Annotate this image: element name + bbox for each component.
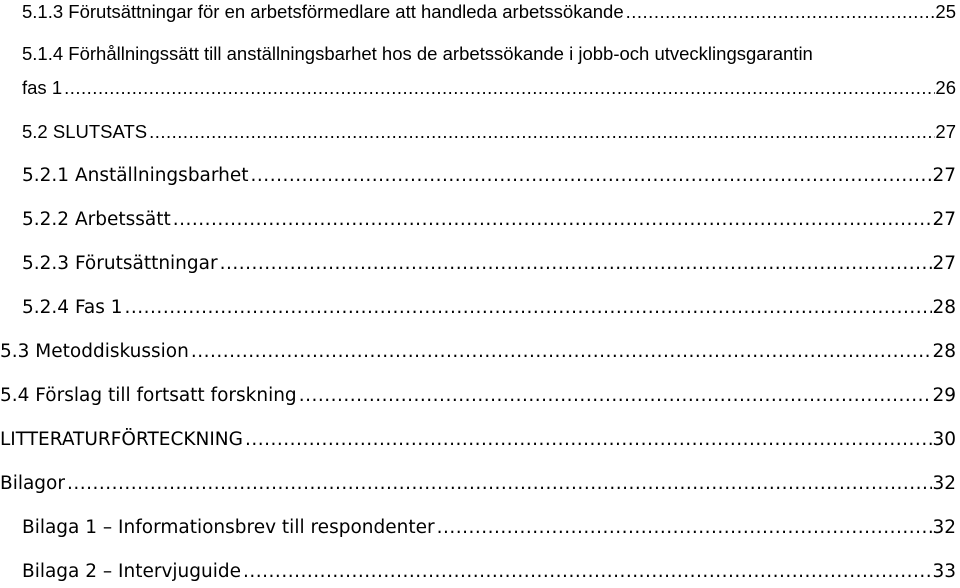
toc-title: Bilaga 1 – Informationsbrev till respondenter: [22, 517, 435, 538]
toc-page-number: 27: [932, 209, 956, 230]
toc-page-number: 32: [932, 473, 956, 494]
toc-title: 5.3 Metoddiskussion: [0, 341, 189, 362]
toc-page-number: 28: [932, 297, 956, 318]
toc-title: 5.2.4 Fas 1: [22, 297, 123, 318]
toc-page-number: 32: [932, 517, 956, 538]
toc-page-number: 27: [932, 165, 956, 186]
toc-leader: [62, 74, 935, 102]
toc-row-bilaga-2[interactable]: [0, 558, 960, 586]
toc-title-line1: 5.1.4 Förhållningssätt till anställningsbarhet hos de arbetssökande i jobb-och utvecklingsgarantin: [22, 43, 813, 64]
toc-row-5-2-2[interactable]: [0, 206, 960, 234]
toc-title: Bilagor: [0, 473, 65, 494]
toc-row-5-2-1[interactable]: [0, 162, 960, 190]
toc-title: 5.2.1 Anställningsbarhet: [22, 165, 249, 186]
toc-title: 5.4 Förslag till fortsatt forskning: [0, 385, 297, 406]
toc-row-5-1-4-line1[interactable]: [0, 40, 960, 68]
toc-leader: [171, 206, 933, 234]
toc-title: 5.2.2 Arbetssätt: [22, 209, 171, 230]
toc-row-5-1-3[interactable]: [0, 0, 960, 26]
toc-leader: [297, 382, 933, 410]
toc-page-number: 28: [932, 341, 956, 362]
toc-page-number: 33: [932, 561, 956, 582]
toc-title: 5.2 SLUTSATS: [22, 121, 148, 142]
toc-leader: [249, 162, 933, 190]
toc-leader: [189, 338, 933, 366]
toc-page-number: 27: [935, 121, 956, 142]
toc-title: Bilaga 2 – Intervjuguide: [22, 561, 242, 582]
toc-leader: [241, 558, 932, 586]
toc-leader: [65, 470, 932, 498]
toc-row-5-3[interactable]: [0, 338, 960, 366]
toc-page-number: 30: [932, 429, 956, 450]
toc-row-bilaga-1[interactable]: [0, 514, 960, 542]
toc-row-bilagor[interactable]: [0, 470, 960, 498]
toc-leader: [624, 0, 936, 26]
toc-page-number: 27: [932, 253, 956, 274]
toc-row-5-2-4[interactable]: [0, 294, 960, 322]
toc-page-number: 29: [932, 385, 956, 406]
toc-leader: [123, 294, 933, 322]
toc-leader: [147, 118, 935, 146]
toc-title: 5.2.3 Förutsättningar: [22, 253, 218, 274]
toc-page-number: 26: [935, 77, 956, 98]
toc-leader: [435, 514, 933, 542]
toc-leader: [243, 426, 932, 454]
toc-title: fas 1: [22, 77, 63, 98]
toc-row-5-2[interactable]: [0, 118, 960, 146]
toc-row-5-4[interactable]: [0, 382, 960, 410]
toc-page-number: 25: [935, 1, 956, 22]
toc-row-5-2-3[interactable]: [0, 250, 960, 278]
toc-title: LITTERATURFÖRTECKNING: [0, 429, 243, 450]
toc-row-5-1-4[interactable]: [0, 74, 960, 102]
toc-title: 5.1.3 Förutsättningar för en arbetsförmedlare att handleda arbetssökande: [22, 1, 624, 22]
toc-leader: [218, 250, 933, 278]
toc-row-litteraturforteckning[interactable]: [0, 426, 960, 454]
